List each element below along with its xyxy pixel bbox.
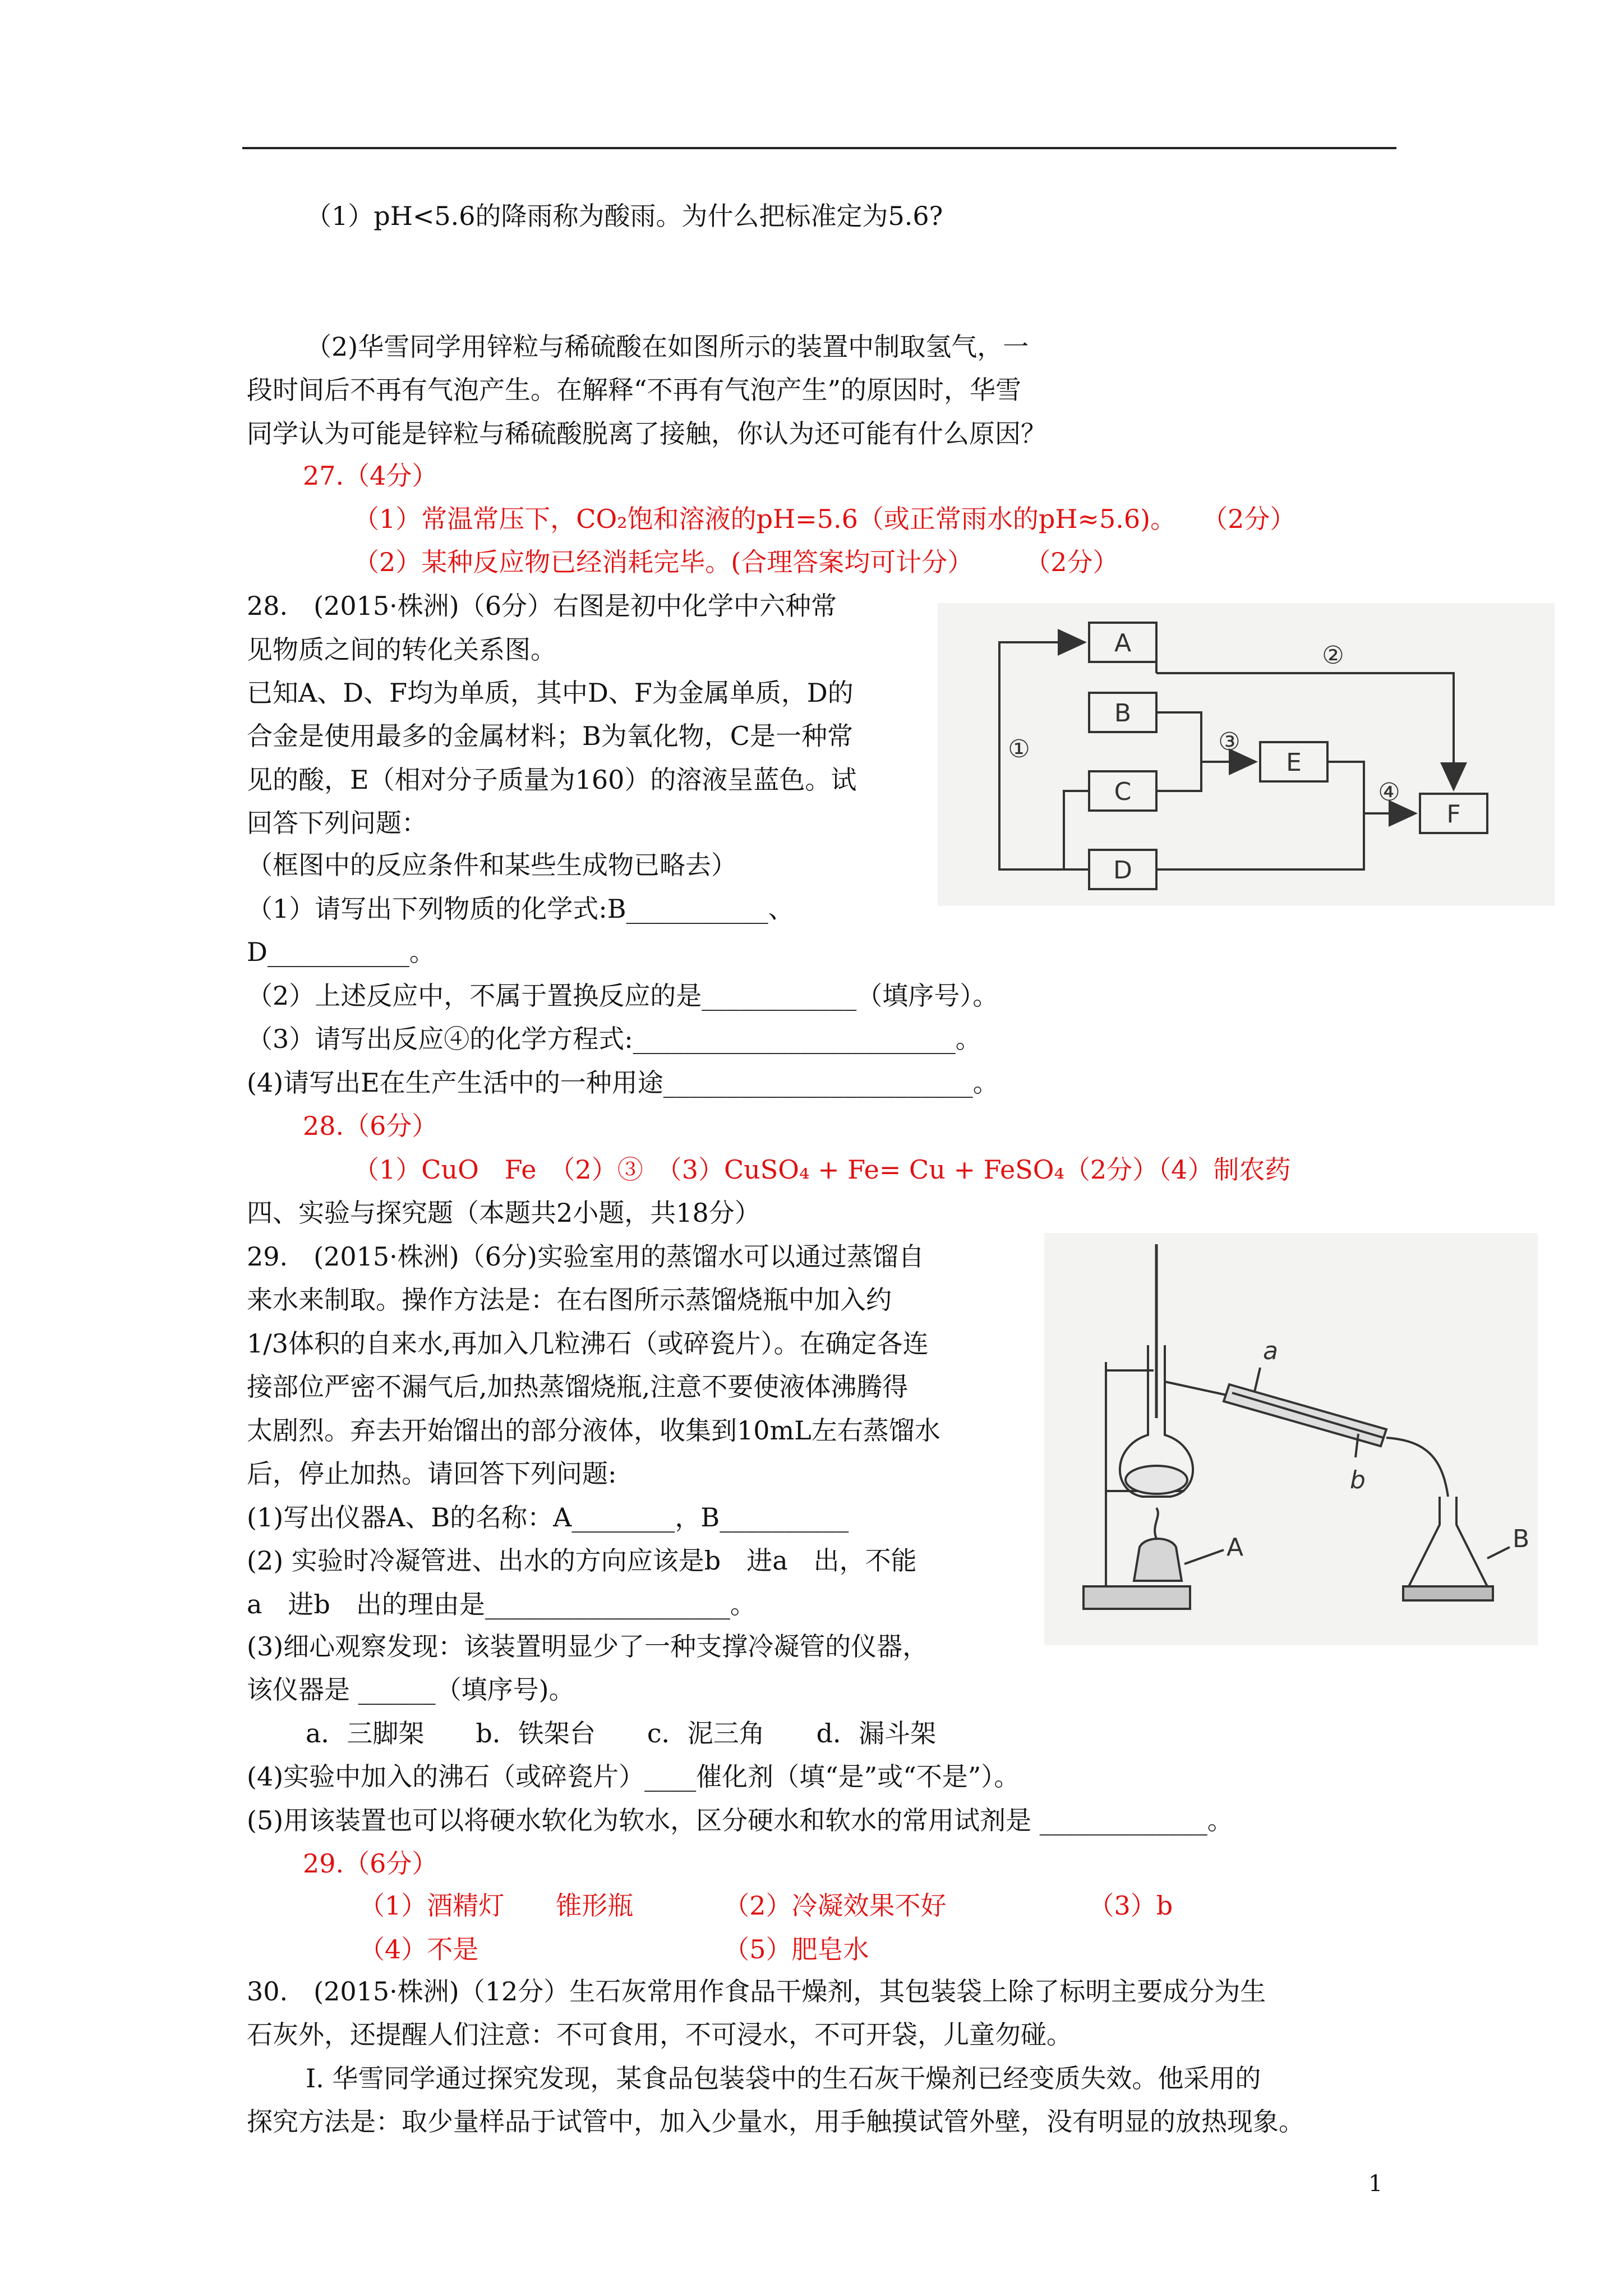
q30-line2: 石灰外，还提醒人们注意：不可食用，不可浸水，不可开袋，儿童勿碰。 [247, 2019, 1072, 2050]
reaction-2-label: ② [1322, 641, 1344, 670]
q29-line10: (3)细心观察发现：该装置明显少了一种支撑冷凝管的仪器， [247, 1631, 929, 1662]
q27-part2-line2: 段时间后不再有气泡产生。在解释“不再有气泡产生”的原因时，华雪 [247, 375, 1022, 405]
reaction-3-label: ③ [1218, 728, 1241, 756]
label-B: B [1114, 699, 1132, 728]
header-rule [242, 147, 1396, 149]
q29-line13: (4)实验中加入的沸石（或碎瓷片）____催化剂（填“是”或“不是”）。 [247, 1761, 1020, 1792]
q28-line7: （框图中的反应条件和某些生成物已略去） [247, 850, 737, 880]
reaction-1-label: ① [1008, 735, 1030, 763]
label-F: F [1446, 800, 1461, 829]
label-A-lamp: A [1227, 1533, 1244, 1562]
answer27-part2: （2）某种反应物已经消耗完毕。(合理答案均可计分） （2分） [353, 547, 1119, 577]
answer27-heading: 27.（4分） [303, 461, 438, 491]
label-b: b [1350, 1466, 1366, 1494]
q28-line2: 见物质之间的转化关系图。 [247, 634, 556, 665]
label-B-flask: B [1513, 1525, 1530, 1553]
section4-heading: 四、实验与探究题（本题共2小题，共18分） [247, 1198, 760, 1228]
q28-line11: （3）请写出反应④的化学方程式:_________________________。 [247, 1024, 981, 1054]
label-D: D [1113, 856, 1132, 885]
q29-line11: 该仪器是 ______（填序号)。 [247, 1674, 575, 1705]
q29-line5: 太剧烈。弃去开始馏出的部分液体，收集到10mL左右蒸馏水 [247, 1415, 940, 1446]
q28-line4: 合金是使用最多的金属材料；B为氧化物，C是一种常 [247, 721, 853, 751]
answer29-line2: （4）不是 （5）肥皂水 [359, 1934, 869, 1964]
label-C: C [1114, 777, 1132, 806]
q29-line7: (1)写出仪器A、B的名称：A________，B__________ [247, 1502, 849, 1533]
q28-line5: 见的酸，E（相对分子质量为160）的溶液呈蓝色。试 [247, 765, 857, 795]
q30-line4: 探究方法是：取少量样品于试管中，加入少量水，用手触摸试管外壁，没有明显的放热现象。 [247, 2106, 1304, 2137]
conversion-diagram-svg [938, 603, 1555, 906]
q28-line3: 已知A、D、F均为单质，其中D、F为金属单质，D的 [247, 678, 854, 708]
q29-line1: 29. (2015·株洲)（6分)实验室用的蒸馏水可以通过蒸馏自 [247, 1241, 924, 1272]
q28-line9: D___________。 [247, 937, 435, 967]
q28-line1: 28. (2015·株洲)（6分）右图是初中化学中六种常 [247, 591, 837, 621]
q29-options: a．三脚架 b．铁架台 c．泥三角 d．漏斗架 [306, 1718, 937, 1749]
distillation-apparatus-svg [1044, 1233, 1538, 1645]
answer28-heading: 28.（6分） [303, 1111, 438, 1141]
q27-part2-line3: 同学认为可能是锌粒与稀硫酸脱离了接触，你认为还可能有什么原因？ [247, 418, 1046, 449]
q27-part1: （1）pH<5.6的降雨称为酸雨。为什么把标准定为5.6? [306, 201, 943, 231]
answer27-part1: （1）常温常压下，CO₂饱和溶液的pH=5.6（或正常雨水的pH≈5.6)。 （2分） [353, 504, 1296, 534]
q29-line9: a 进b 出的理由是___________________。 [247, 1589, 756, 1619]
reaction-4-label: ④ [1378, 778, 1400, 807]
conversion-diagram [938, 603, 1555, 906]
distillation-apparatus [1044, 1233, 1538, 1645]
answer29-line1: （1）酒精灯 锥形瓶 （2）冷凝效果不好 （3）b [359, 1890, 1173, 1921]
q29-line2: 来水来制取。操作方法是：在右图所示蒸馏烧瓶中加入约 [247, 1285, 892, 1315]
q30-line1: 30. (2015·株洲)（12分）生石灰常用作食品干燥剂，其包装袋上除了标明主要成分为生 [247, 1976, 1266, 2007]
q28-line8: （1）请写出下列物质的化学式:B___________、 [247, 894, 794, 924]
q28-line10: （2）上述反应中，不属于置换反应的是____________（填序号）。 [247, 981, 999, 1011]
q30-line3: Ⅰ. 华雪同学通过探究发现，某食品包装袋中的生石灰干燥剂已经变质失效。他采用的 [306, 2063, 1261, 2093]
label-a: a [1263, 1337, 1278, 1365]
label-A: A [1114, 629, 1132, 657]
page-number: 1 [1368, 2171, 1383, 2197]
answer29-heading: 29.（6分） [303, 1848, 438, 1879]
q27-part2-line1: （2)华雪同学用锌粒与稀硫酸在如图所示的装置中制取氢气，一 [306, 332, 1029, 362]
q29-line14: (5)用该装置也可以将硬水软化为软水，区分硬水和软水的常用试剂是 _____________。 [247, 1805, 1233, 1835]
label-E: E [1286, 748, 1302, 777]
q28-line12: (4)请写出E在生产生活中的一种用途________________________。 [247, 1068, 999, 1098]
q28-line6: 回答下列问题： [247, 808, 427, 838]
answer28-body: （1）CuO Fe （2）③ （3）CuSO₄ + Fe= Cu + FeSO₄（2分）（4）制农药 [353, 1154, 1291, 1185]
q29-line6: 后，停止加热。请回答下列问题: [247, 1458, 617, 1489]
q29-line3: 1/3体积的自来水,再加入几粒沸石（或碎瓷片）。在确定各连 [247, 1328, 929, 1359]
q29-line8: (2) 实验时冷凝管进、出水的方向应该是b 进a 出，不能 [247, 1545, 917, 1576]
q29-line4: 接部位严密不漏气后,加热蒸馏烧瓶,注意不要使液体沸腾得 [247, 1372, 909, 1402]
